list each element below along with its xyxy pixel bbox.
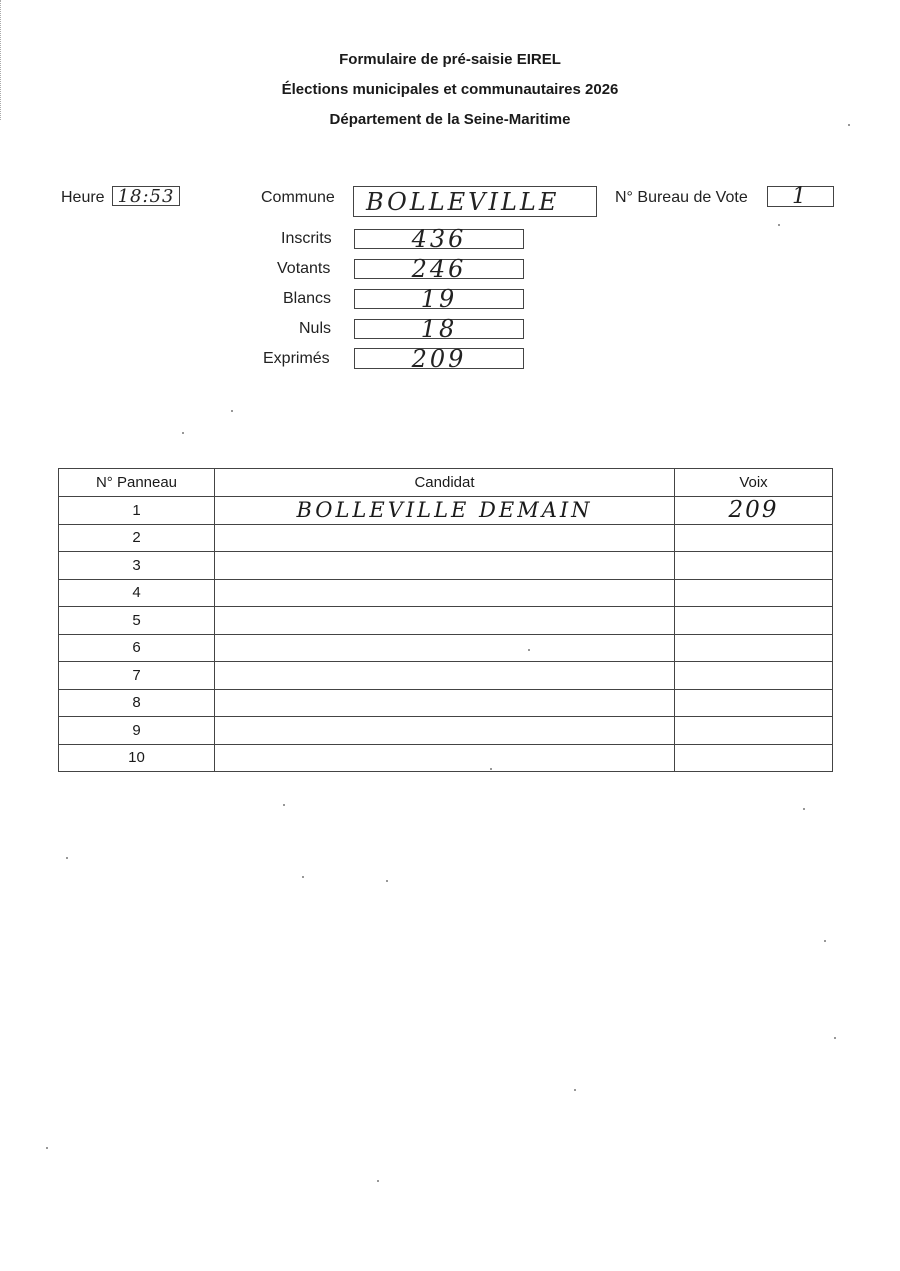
scan-speck xyxy=(386,880,388,882)
table-header-row xyxy=(59,469,833,497)
panneau-cell: 5 xyxy=(59,607,215,635)
table-row xyxy=(59,744,833,772)
panneau-cell: 7 xyxy=(59,662,215,690)
voix-cell[interactable] xyxy=(675,607,833,635)
scan-speck xyxy=(834,1037,836,1039)
bureau-label: N° Bureau de Vote xyxy=(615,189,748,206)
scan-speck xyxy=(528,649,530,651)
results-table xyxy=(58,468,833,772)
blancs-field[interactable] xyxy=(354,285,524,313)
panneau-cell: 2 xyxy=(59,524,215,552)
voix-cell[interactable] xyxy=(675,689,833,717)
bureau-field[interactable] xyxy=(767,186,834,207)
table-row xyxy=(59,634,833,662)
scan-speck xyxy=(848,124,850,126)
heure-value: 18:53 xyxy=(117,185,175,207)
candidat-cell[interactable] xyxy=(215,634,675,662)
election-title: Élections municipales et communautaires 2026 xyxy=(281,81,619,98)
candidat-cell[interactable] xyxy=(215,662,675,690)
table-row xyxy=(59,524,833,552)
department-title: Département de la Seine-Maritime xyxy=(329,111,571,128)
voix-cell[interactable]: 209 xyxy=(675,497,833,525)
table-row xyxy=(59,552,833,580)
nuls-value: 18 xyxy=(420,315,458,343)
voix-cell[interactable] xyxy=(675,662,833,690)
voix-cell[interactable] xyxy=(675,579,833,607)
candidat-cell[interactable]: BOLLEVILLE DEMAIN xyxy=(215,497,675,525)
table-row xyxy=(59,662,833,690)
table-row xyxy=(59,607,833,635)
heure-field[interactable] xyxy=(112,186,180,206)
inscrits-label: Inscrits xyxy=(281,230,332,247)
voix-cell[interactable] xyxy=(675,744,833,772)
inscrits-value: 436 xyxy=(411,225,467,253)
panneau-cell: 9 xyxy=(59,717,215,745)
bureau-value: 1 xyxy=(792,184,809,209)
panneau-cell: 1 xyxy=(59,497,215,525)
exprimes-field[interactable] xyxy=(354,344,524,373)
scan-speck xyxy=(66,857,68,859)
inscrits-field[interactable] xyxy=(354,225,524,253)
blancs-label: Blancs xyxy=(283,290,332,307)
nuls-label: Nuls xyxy=(299,320,332,337)
table-row xyxy=(59,689,833,717)
commune-value: BOLLEVILLE xyxy=(366,187,560,216)
voix-cell[interactable] xyxy=(675,524,833,552)
scan-speck xyxy=(182,432,184,434)
candidat-cell[interactable] xyxy=(215,689,675,717)
exprimes-label: Exprimés xyxy=(263,350,330,367)
scan-speck xyxy=(231,410,233,412)
commune-field[interactable] xyxy=(353,186,597,217)
candidat-cell[interactable] xyxy=(215,717,675,745)
candidat-cell[interactable] xyxy=(215,744,675,772)
table-row xyxy=(59,717,833,745)
votants-field[interactable] xyxy=(354,255,524,283)
panneau-cell: 10 xyxy=(59,744,215,772)
scan-speck xyxy=(490,768,492,770)
candidat-cell[interactable] xyxy=(215,552,675,580)
exprimes-value: 209 xyxy=(411,344,467,373)
voix-cell[interactable] xyxy=(675,634,833,662)
panneau-cell: 3 xyxy=(59,552,215,580)
header-voix: Voix xyxy=(675,469,833,497)
panneau-cell: 8 xyxy=(59,689,215,717)
table-row xyxy=(59,497,833,525)
scan-speck xyxy=(574,1089,576,1091)
scan-speck xyxy=(377,1180,379,1182)
scan-speck xyxy=(302,876,304,878)
votants-label: Votants xyxy=(277,260,331,277)
form-title: Formulaire de pré-saisie EIREL xyxy=(339,51,561,68)
blancs-value: 19 xyxy=(420,285,458,313)
voix-cell[interactable] xyxy=(675,717,833,745)
heure-label: Heure xyxy=(61,189,105,206)
scan-speck xyxy=(283,804,285,806)
voix-cell[interactable] xyxy=(675,552,833,580)
candidat-cell[interactable] xyxy=(215,607,675,635)
header-panneau: N° Panneau xyxy=(59,469,215,497)
candidat-cell[interactable] xyxy=(215,579,675,607)
table-row xyxy=(59,579,833,607)
scan-speck xyxy=(46,1147,48,1149)
votants-value: 246 xyxy=(411,255,467,283)
scan-speck xyxy=(824,940,826,942)
commune-label: Commune xyxy=(261,189,335,206)
nuls-field[interactable] xyxy=(354,315,524,343)
candidat-cell[interactable] xyxy=(215,524,675,552)
scan-speck xyxy=(803,808,805,810)
header-candidat: Candidat xyxy=(215,469,675,497)
panneau-cell: 4 xyxy=(59,579,215,607)
scan-speck xyxy=(778,224,780,226)
panneau-cell: 6 xyxy=(59,634,215,662)
